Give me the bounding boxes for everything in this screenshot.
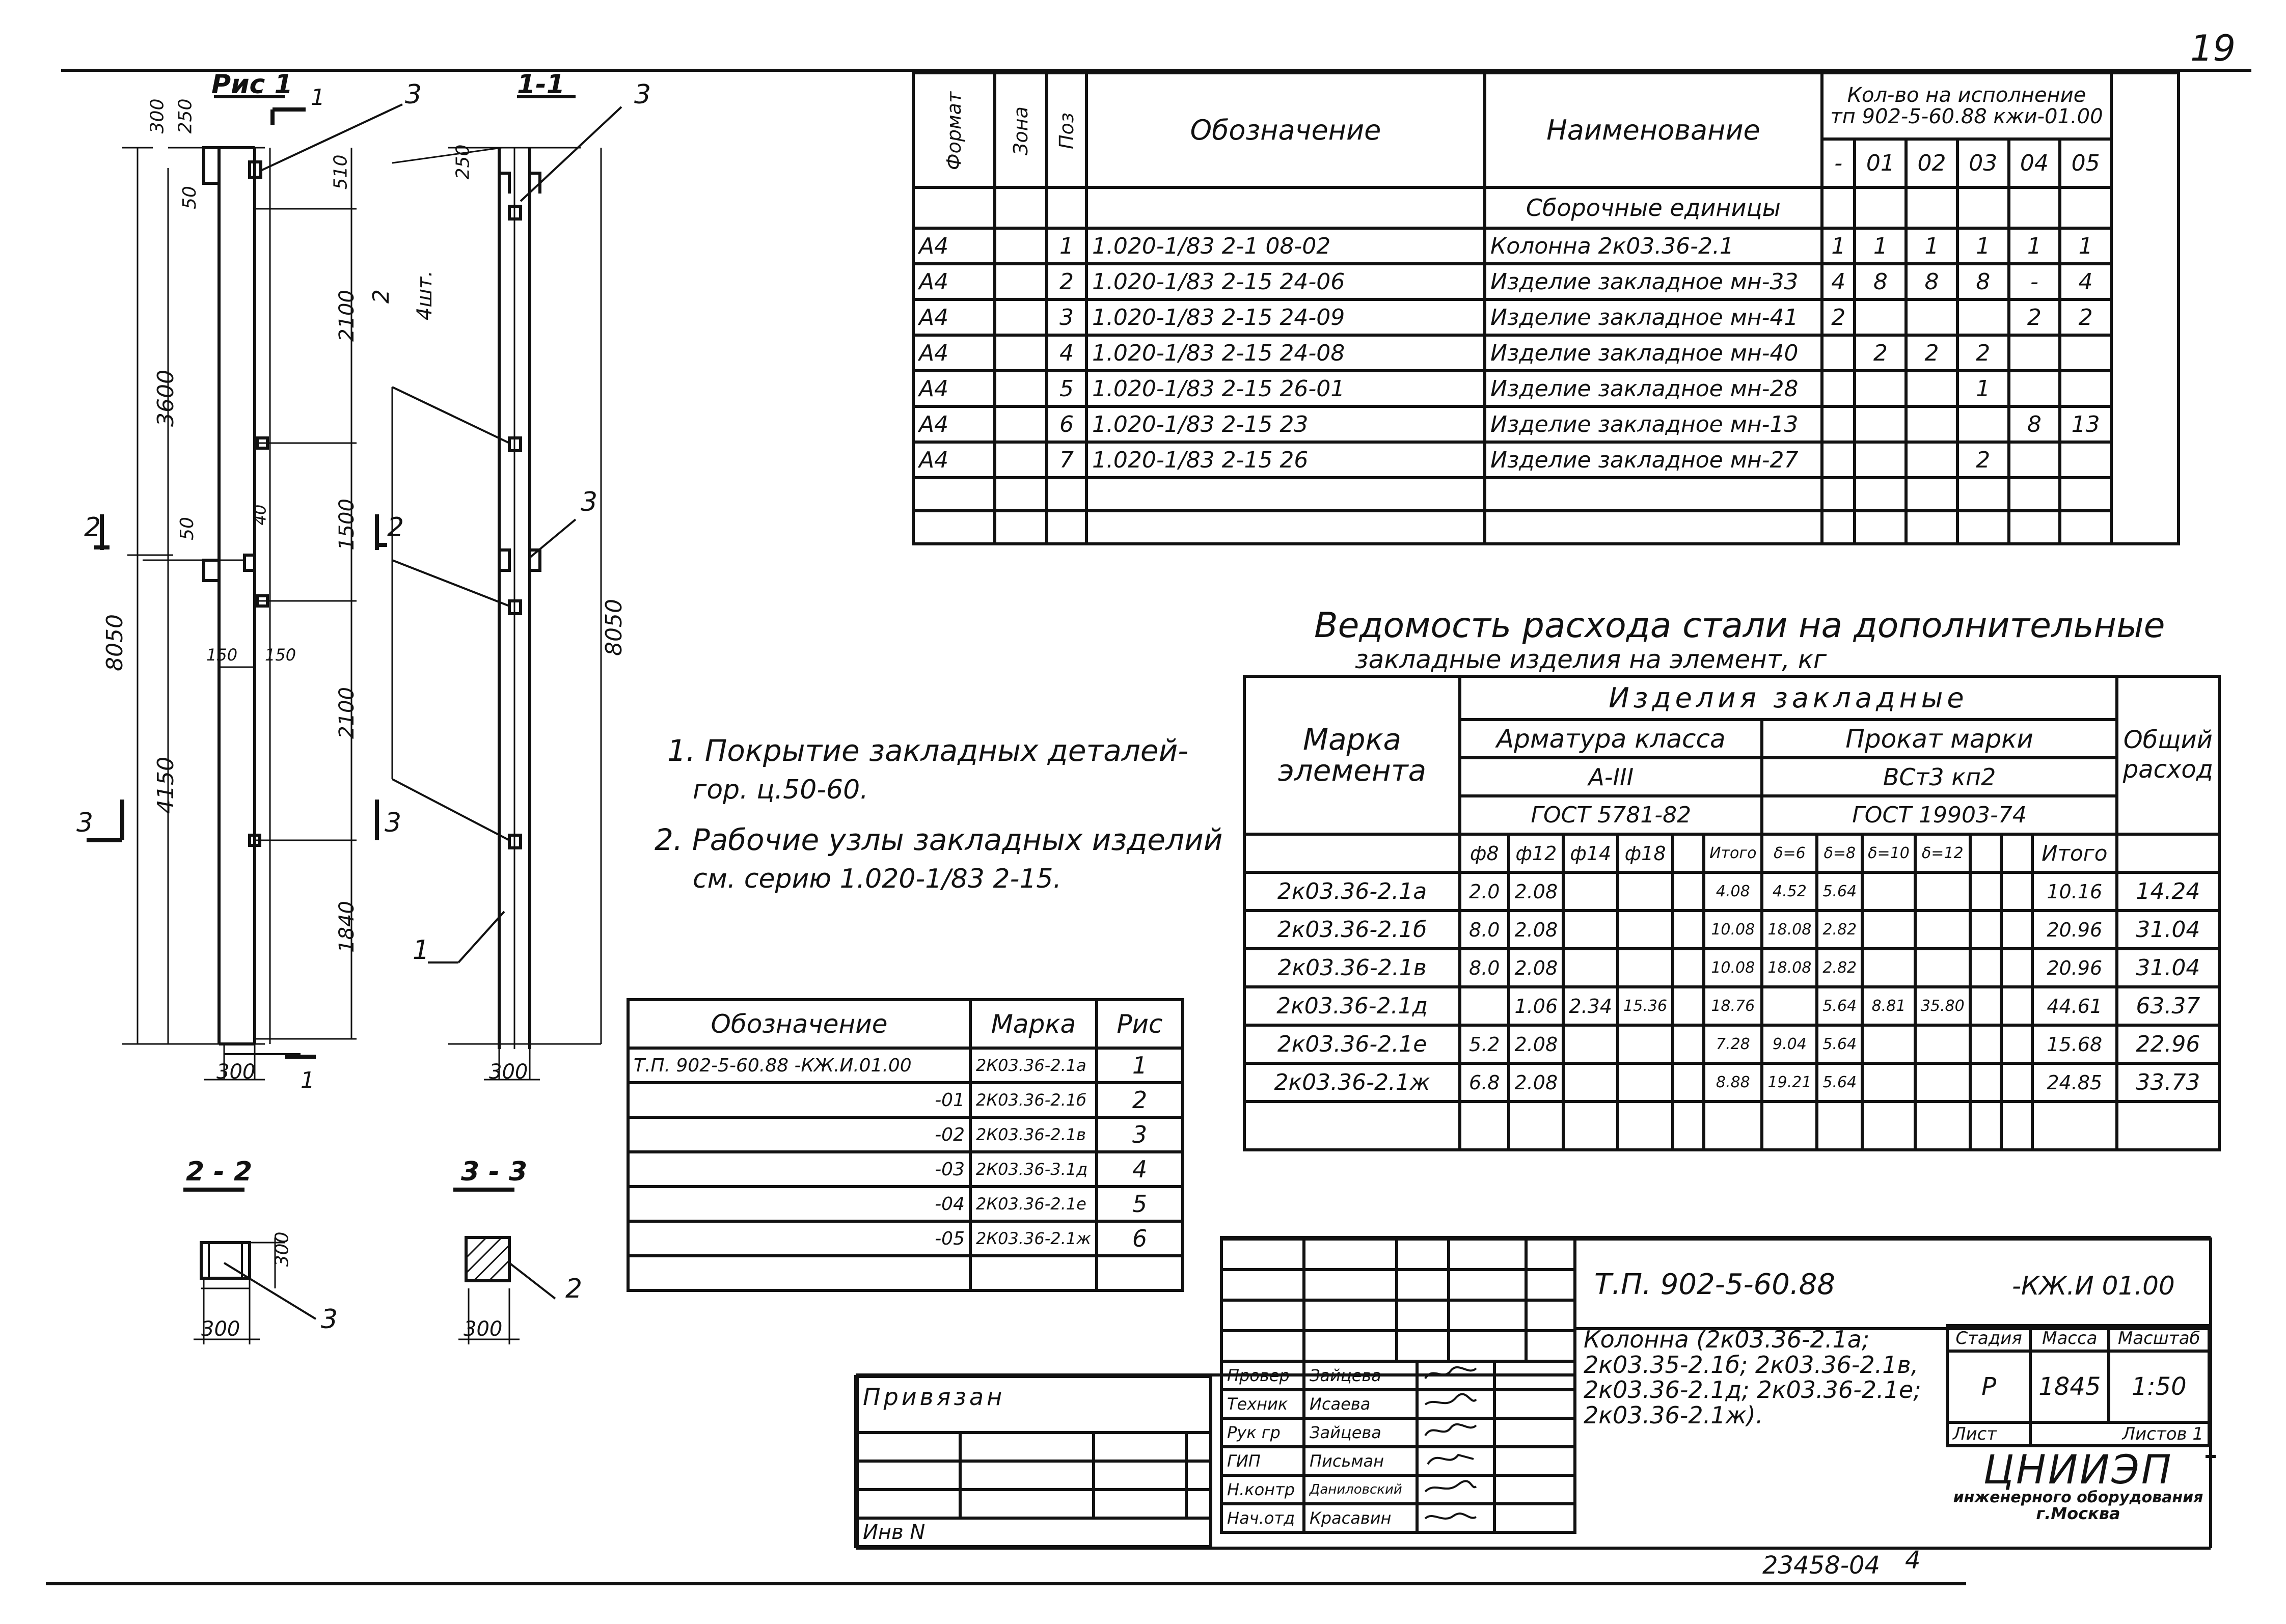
mark-header-fig: Рис [1097, 1000, 1183, 1048]
steel-header-total: Общий расход [2117, 676, 2219, 834]
mark-header-designation: Обозначение [628, 1000, 970, 1048]
table-row: -03 2К03.36-3.1д 4 [628, 1152, 1183, 1187]
org-subtitle: инженерного оборудования [1953, 1489, 2203, 1506]
dim-510: 510 [330, 154, 351, 190]
callout-3-sec22: 3 [321, 1304, 338, 1335]
table-row: -05 2К03.36-2.1ж 6 [628, 1221, 1183, 1256]
dim-4150: 4150 [152, 757, 179, 814]
steel-prof-grade: ВСт3 кп2 [1762, 758, 2116, 796]
dim-150b: 150 [265, 645, 296, 665]
dim-50b: 50 [176, 517, 198, 540]
steel-header-rebar: Арматура класса [1460, 720, 1762, 758]
org-city: г.Москва [2036, 1504, 2120, 1523]
section-3-3-title: 3 - 3 [461, 1157, 528, 1187]
staff-row: ГИП Письман [1221, 1447, 1575, 1475]
table-row: 2к03.36-2.1в 8.0 2.08 10.08 18.08 2.82 20.96 31.04 [1244, 949, 2219, 987]
table-row: 2к03.36-2.1а 2.0 2.08 4.08 4.52 5.64 10.16 14.24 [1244, 872, 2219, 911]
steel-table: Марка элемента Изделия закладные Общий расход Арматура класса Прокат марки А-III ВСт3 кп2 ГОСТ 5781-82 ГОСТ 19903-74 ф8 ф12 ф14 ф18 Итого δ=6 δ=8 δ=10 δ=12 Итого 2к03.36-2.1а 2.0 2.08 4.08 4.52 5.64 10.16 14.24 2к03.36-2.1б 8.0 2.08 10.08 18.08 2.82 20.96 31.04 2к03.36-2.1в 8.0 2.08 10.08 18.08 2.82 20.96 31.04 2к03.36-2.1д 1.06 2.34 15.36 18.76 5.64 8.81 35.80 44.61 63.37 2к03.36-2.1е 5.2 2.08 7.28 9.04 5.64 15.68 22.96 2к03.36-2.1ж 6.8 2.08 8.88 19.21 5.64 24.85 33.73 [1243, 675, 2221, 1151]
dim-3600: 3600 [152, 370, 179, 427]
steel-header-prof: Прокат марки [1762, 720, 2116, 758]
signature [1417, 1418, 1494, 1447]
staff-row: Н.контр Даниловский [1221, 1475, 1575, 1504]
doc-suffix: -КЖ.И 01.00 [2012, 1271, 2175, 1301]
table-row: 2к03.36-2.1б 8.0 2.08 10.08 18.08 2.82 20.96 31.04 [1244, 911, 2219, 949]
dim-2100a: 2100 [335, 290, 359, 342]
fig1-title: Рис 1 [211, 69, 293, 100]
bound-label: Привязан [857, 1377, 1211, 1433]
callout-part2-qty: 4шт. [413, 270, 437, 321]
dim-300-sec22-height: 300 [271, 1231, 293, 1267]
dim-300-sec22-width: 300 [201, 1317, 240, 1341]
section-2-2-title: 2 - 2 [186, 1157, 253, 1187]
section-mark-3-right: 3 [385, 808, 402, 838]
section-mark-1-bottom: 1 [301, 1067, 315, 1093]
table-row: 2к03.36-2.1е 5.2 2.08 7.28 9.04 5.64 15.68 22.96 [1244, 1025, 2219, 1063]
dim-300-width1: 300 [216, 1060, 256, 1084]
staff-row: Рук гр Зайцева [1221, 1418, 1575, 1447]
variant-col: 01 [1855, 139, 1906, 187]
dim-1840: 1840 [335, 901, 359, 953]
staff-block [1220, 1360, 1576, 1534]
variant-col: - [1822, 139, 1855, 187]
org-name: ЦНИИЭП [1983, 1447, 2173, 1493]
dim-150a: 150 [206, 645, 238, 665]
dim-250-sec11: 250 [452, 144, 474, 180]
steel-table-title-line2: закладные изделия на элемент, кг [1355, 645, 1827, 674]
spec-table: Формат Зона Поз Обозначение Наименование Кол-во на исполнение тп 902-5-60.88 кжи-01.00 - 01 02 03 04 05 Сборочные единицы А4 1 1.020-1/83 2-1 08-02 Колонна 2к03.36-2.1 1 1 1 1 1 1 А4 2 1.020-1/83 2-15 24-06 Изделие закладное мн-33 4 8 8 8 - 4 А4 3 1.020-1/83 2-15 24-09 Изделие закладное мн-41 2 2 2 А4 4 1.020-1/83 2-15 24-08 Изделие закладное мн-40 2 2 2 А4 5 1.020-1/83 2-15 26-01 Изделие закладное мн-28 1 А4 6 1.020-1/83 2-15 23 Изделие закладное мн-13 8 13 А4 7 1.020-1/83 2-15 26 Изделие закладное мн-27 2 [912, 71, 2180, 545]
callout-2-sec33: 2 [565, 1274, 583, 1304]
dim-250: 250 [175, 98, 196, 134]
archive-number: 23458-04 [1762, 1551, 1881, 1580]
spec-header-qty: Кол-во на исполнение тп 902-5-60.88 кжи-01.00 [1822, 73, 2111, 139]
spec-header-designation: Обозначение [1086, 73, 1485, 187]
table-row: А4 2 1.020-1/83 2-15 24-06 Изделие закладное мн-33 4 8 8 8 - 4 [913, 264, 2179, 299]
note-2-line1: 2. Рабочие узлы закладных изделий [655, 822, 1223, 857]
section-mark-2-left: 2 [84, 512, 101, 543]
spec-section-title: Сборочные единицы [1485, 187, 1822, 228]
dim-2100b: 2100 [335, 687, 359, 739]
dim-1500: 1500 [335, 499, 359, 550]
archive-page: 4 [1905, 1546, 1921, 1575]
table-row: -02 2К03.36-2.1в 3 [628, 1117, 1183, 1152]
steel-header-items: Изделия закладные [1460, 676, 2117, 720]
callout-3c: 3 [581, 487, 598, 517]
note-1-line2: гор. ц.50-60. [693, 775, 868, 805]
signature [1417, 1504, 1494, 1532]
steel-rebar-class: А-III [1460, 758, 1762, 796]
binding-block [856, 1375, 1212, 1548]
signature [1417, 1361, 1494, 1390]
table-row: А4 6 1.020-1/83 2-15 23 Изделие закладное мн-13 8 13 [913, 406, 2179, 442]
stage-block: Стадия Масса Масштаб Р 1845 1:50 Лист Листов 1 [1946, 1324, 2211, 1447]
doc-code: Т.П. 902-5-60.88 [1594, 1268, 1835, 1301]
steel-table-title-line1: Ведомость расхода стали на дополнительные [1314, 605, 2165, 646]
variant-col: 05 [2060, 139, 2111, 187]
table-row: А4 1 1.020-1/83 2-1 08-02 Колонна 2к03.36-2.1 1 1 1 1 1 1 [913, 228, 2179, 264]
spec-header-name: Наименование [1485, 73, 1822, 187]
signature [1417, 1390, 1494, 1418]
callout-3b: 3 [634, 79, 651, 110]
table-row: А4 5 1.020-1/83 2-15 26-01 Изделие закладное мн-28 1 [913, 371, 2179, 406]
org-block [1946, 1447, 2211, 1523]
table-row: А4 4 1.020-1/83 2-15 24-08 Изделие закладное мн-40 2 2 2 [913, 335, 2179, 371]
table-row: А4 7 1.020-1/83 2-15 26 Изделие закладное мн-27 2 [913, 442, 2179, 478]
note-1-line1: 1. Покрытие закладных деталей- [667, 733, 1189, 768]
fig1-cut-mark: 1 [311, 85, 325, 111]
variant-col: 03 [1957, 139, 2009, 187]
table-row: Т.П. 902-5-60.88 -КЖ.И.01.00 2К03.36-2.1а 1 [628, 1048, 1183, 1083]
sheet-number: 19 [2190, 27, 2236, 69]
steel-rebar-std: ГОСТ 5781-82 [1460, 796, 1762, 834]
signature [1417, 1447, 1494, 1475]
steel-prof-std: ГОСТ 19903-74 [1762, 796, 2116, 834]
table-row: 2к03.36-2.1ж 6.8 2.08 8.88 19.21 5.64 24.85 33.73 [1244, 1063, 2219, 1102]
dim-8050a: 8050 [101, 614, 128, 671]
callout-3a: 3 [405, 79, 422, 110]
staff-row: Провер Зайцева [1221, 1361, 1575, 1390]
inventory-label: Инв N [857, 1518, 1211, 1547]
dim-50a: 50 [179, 186, 200, 209]
doc-title: Колонна (2к03.36-2.1а; 2к03.35-2.1б; 2к03.36-2.1в, 2к03.36-2.1д; 2к03.36-2.1е; 2к03.36-2.1ж). [1584, 1326, 1921, 1429]
table-row: 2к03.36-2.1д 1.06 2.34 15.36 18.76 5.64 8.81 35.80 44.61 63.37 [1244, 987, 2219, 1025]
dim-300-sec33-width: 300 [464, 1317, 503, 1341]
stamp-grid [1220, 1237, 1576, 1363]
mark-table [627, 998, 1184, 1292]
staff-row: Техник Исаева [1221, 1390, 1575, 1418]
table-row: -04 2К03.36-2.1е 5 [628, 1187, 1183, 1221]
mark-header-mark: Марка [970, 1000, 1097, 1048]
variant-col: 04 [2009, 139, 2060, 187]
dim-8050b: 8050 [601, 599, 627, 656]
callout-1: 1 [413, 935, 430, 966]
table-row: А4 3 1.020-1/83 2-15 24-09 Изделие закладное мн-41 2 2 2 [913, 299, 2179, 335]
dim-40: 40 [250, 504, 270, 526]
callout-part2: 2 [368, 289, 394, 304]
note-2-line2: см. серию 1.020-1/83 2-15. [693, 864, 1062, 894]
section-mark-3-left: 3 [76, 808, 94, 838]
table-row: -01 2К03.36-2.1б 2 [628, 1083, 1183, 1117]
dim-300: 300 [147, 98, 168, 134]
steel-header-mark: Марка элемента [1244, 676, 1460, 834]
dim-300-width2: 300 [489, 1060, 528, 1084]
signature [1417, 1475, 1494, 1504]
section-mark-2-right: 2 [387, 512, 404, 543]
staff-row: Нач.отд Красавин [1221, 1504, 1575, 1532]
variant-col: 02 [1906, 139, 1957, 187]
section-1-1-title: 1-1 [517, 69, 565, 100]
